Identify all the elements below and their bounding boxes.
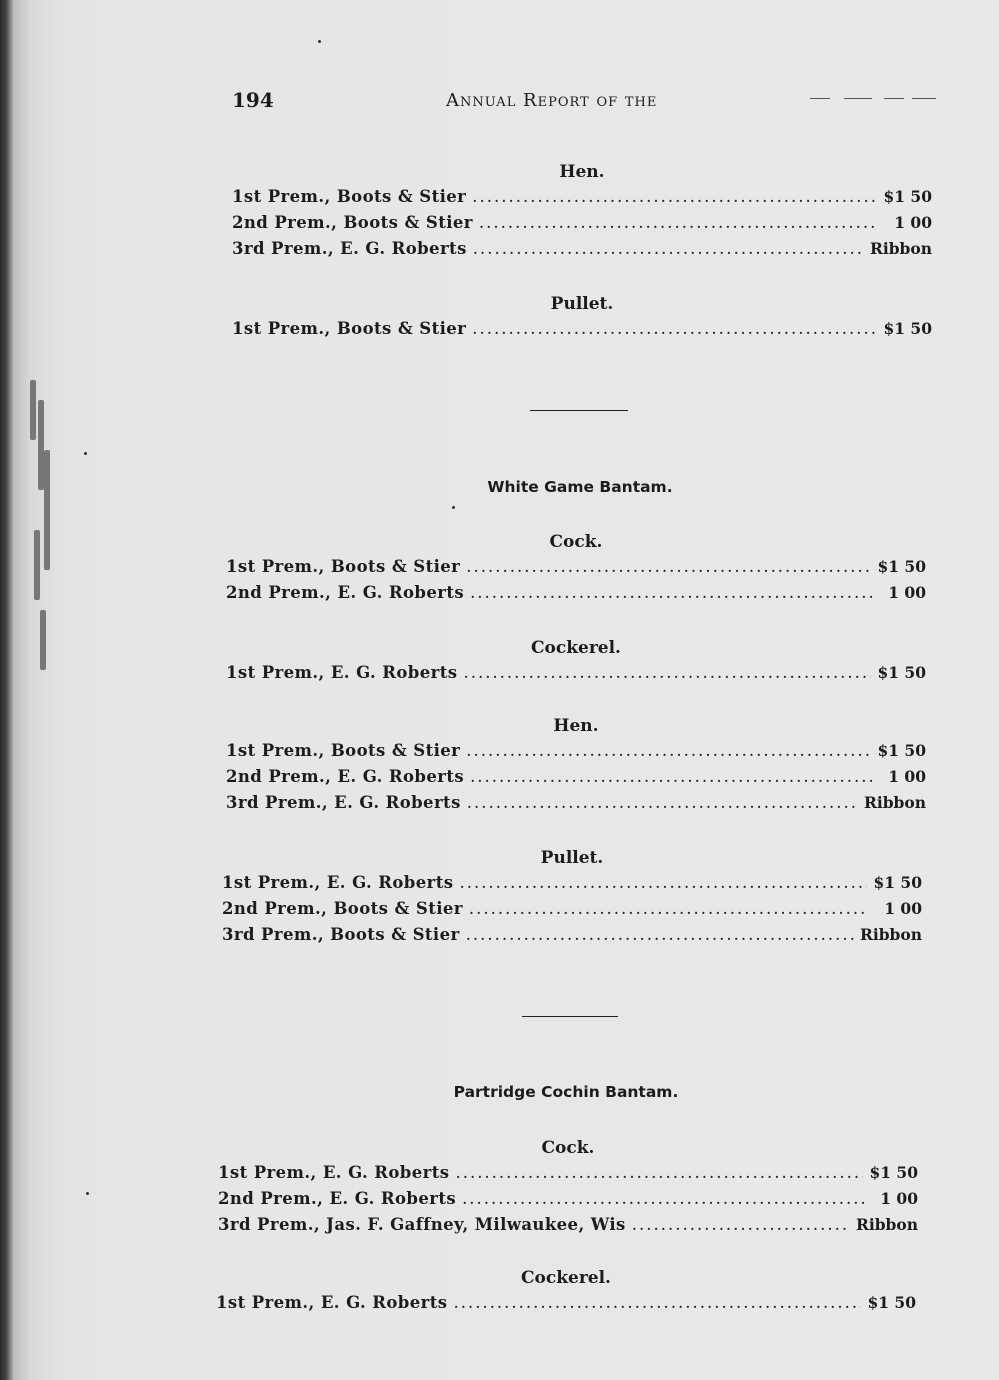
entry-label: 1st Prem., Boots & Stier [232, 319, 467, 338]
premium-entry [232, 316, 932, 342]
dot-leader [463, 660, 871, 686]
entry-amount: 1 00 [888, 767, 926, 786]
entry-amount: $1 50 [873, 873, 922, 892]
header-mark [810, 98, 830, 99]
entry-amount: 1 00 [880, 1189, 918, 1208]
entry-label: 1st Prem., E. G. Roberts [222, 873, 454, 892]
entry-amount: $1 50 [867, 1293, 916, 1312]
premium-entry [222, 870, 922, 896]
entry-amount: 1 00 [894, 213, 932, 232]
category-heading: Cockerel. [531, 638, 621, 658]
section-title: White Game Bantam. [487, 478, 673, 496]
premium-entry [226, 764, 926, 790]
entry-label: 3rd Prem., Jas. F. Gaffney, Milwaukee, Wis [218, 1215, 626, 1234]
category-cockerel [226, 636, 926, 686]
premium-entry [226, 790, 926, 816]
premium-entry [232, 184, 932, 210]
dot-leader [466, 738, 871, 764]
premium-entry [218, 1160, 918, 1186]
entry-label: 2nd Prem., E. G. Roberts [218, 1189, 457, 1208]
entry-amount: 1 00 [888, 583, 926, 602]
dot-leader [472, 184, 877, 210]
entry-label: 2nd Prem., Boots & Stier [232, 213, 473, 232]
category-heading: Cock. [541, 1138, 595, 1158]
entry-label: 1st Prem., Boots & Stier [232, 187, 467, 206]
entry-label: 1st Prem., E. G. Roberts [216, 1293, 448, 1312]
dot-leader [453, 1290, 861, 1316]
dot-leader [470, 764, 872, 790]
premium-entry [216, 1290, 916, 1316]
dot-leader [479, 210, 878, 236]
premium-entry [232, 236, 932, 262]
entry-amount: Ribbon [869, 239, 932, 258]
entry-amount: $1 50 [883, 187, 932, 206]
dot-leader [459, 870, 867, 896]
category-heading: Cock. [549, 532, 603, 552]
dot-leader [462, 1186, 864, 1212]
entry-amount: $1 50 [877, 557, 926, 576]
category-heading: Pullet. [540, 848, 604, 868]
premium-entry [226, 738, 926, 764]
dot-leader [470, 580, 872, 606]
premium-entry [232, 210, 932, 236]
entry-label: 1st Prem., E. G. Roberts [226, 663, 458, 682]
premium-entry [226, 554, 926, 580]
running-head: Annual Report of the [446, 90, 658, 111]
entry-label: 2nd Prem., E. G. Roberts [226, 583, 465, 602]
entry-label: 2nd Prem., Boots & Stier [222, 899, 463, 918]
dot-leader [466, 922, 854, 948]
entry-label: 1st Prem., Boots & Stier [226, 741, 461, 760]
header-mark [884, 98, 904, 99]
binding-shadow [30, 380, 52, 680]
dot-leader [473, 236, 864, 262]
entry-label: 2nd Prem., E. G. Roberts [226, 767, 465, 786]
category-heading: Hen. [559, 162, 605, 182]
category-pullet-continued [232, 292, 932, 342]
premium-entry [222, 922, 922, 948]
category-cockerel [216, 1266, 916, 1316]
category-cock [218, 1136, 918, 1238]
dot-leader [467, 790, 858, 816]
page-number: 194 [232, 88, 274, 112]
dot-leader [455, 1160, 863, 1186]
page-header [232, 88, 939, 120]
header-mark [912, 98, 936, 99]
dot-leader [632, 1212, 850, 1238]
premium-entry [226, 660, 926, 686]
header-mark [844, 98, 872, 99]
category-heading: Pullet. [550, 294, 614, 314]
entry-label: 3rd Prem., E. G. Roberts [226, 793, 461, 812]
entry-amount: Ribbon [859, 925, 922, 944]
category-hen-continued [232, 160, 932, 262]
entry-label: 1st Prem., E. G. Roberts [218, 1163, 450, 1182]
premium-entry [218, 1186, 918, 1212]
entry-amount: $1 50 [877, 663, 926, 682]
entry-amount: 1 00 [884, 899, 922, 918]
entry-amount: Ribbon [855, 1215, 918, 1234]
category-heading: Hen. [553, 716, 599, 736]
dot-leader [466, 554, 871, 580]
entry-amount: Ribbon [863, 793, 926, 812]
section-divider [530, 410, 628, 411]
category-heading: Cockerel. [521, 1268, 611, 1288]
entry-amount: $1 50 [877, 741, 926, 760]
premium-entry [226, 580, 926, 606]
category-pullet [222, 846, 922, 948]
category-hen [226, 714, 926, 816]
entry-amount: $1 50 [869, 1163, 918, 1182]
category-cock [226, 530, 926, 606]
premium-entry [222, 896, 922, 922]
section-divider [522, 1016, 618, 1017]
dot-leader [472, 316, 877, 342]
section-title: Partridge Cochin Bantam. [453, 1083, 679, 1101]
entry-amount: $1 50 [883, 319, 932, 338]
entry-label: 3rd Prem., Boots & Stier [222, 925, 460, 944]
entry-label: 1st Prem., Boots & Stier [226, 557, 461, 576]
dot-leader [469, 896, 868, 922]
premium-entry [218, 1212, 918, 1238]
entry-label: 3rd Prem., E. G. Roberts [232, 239, 467, 258]
